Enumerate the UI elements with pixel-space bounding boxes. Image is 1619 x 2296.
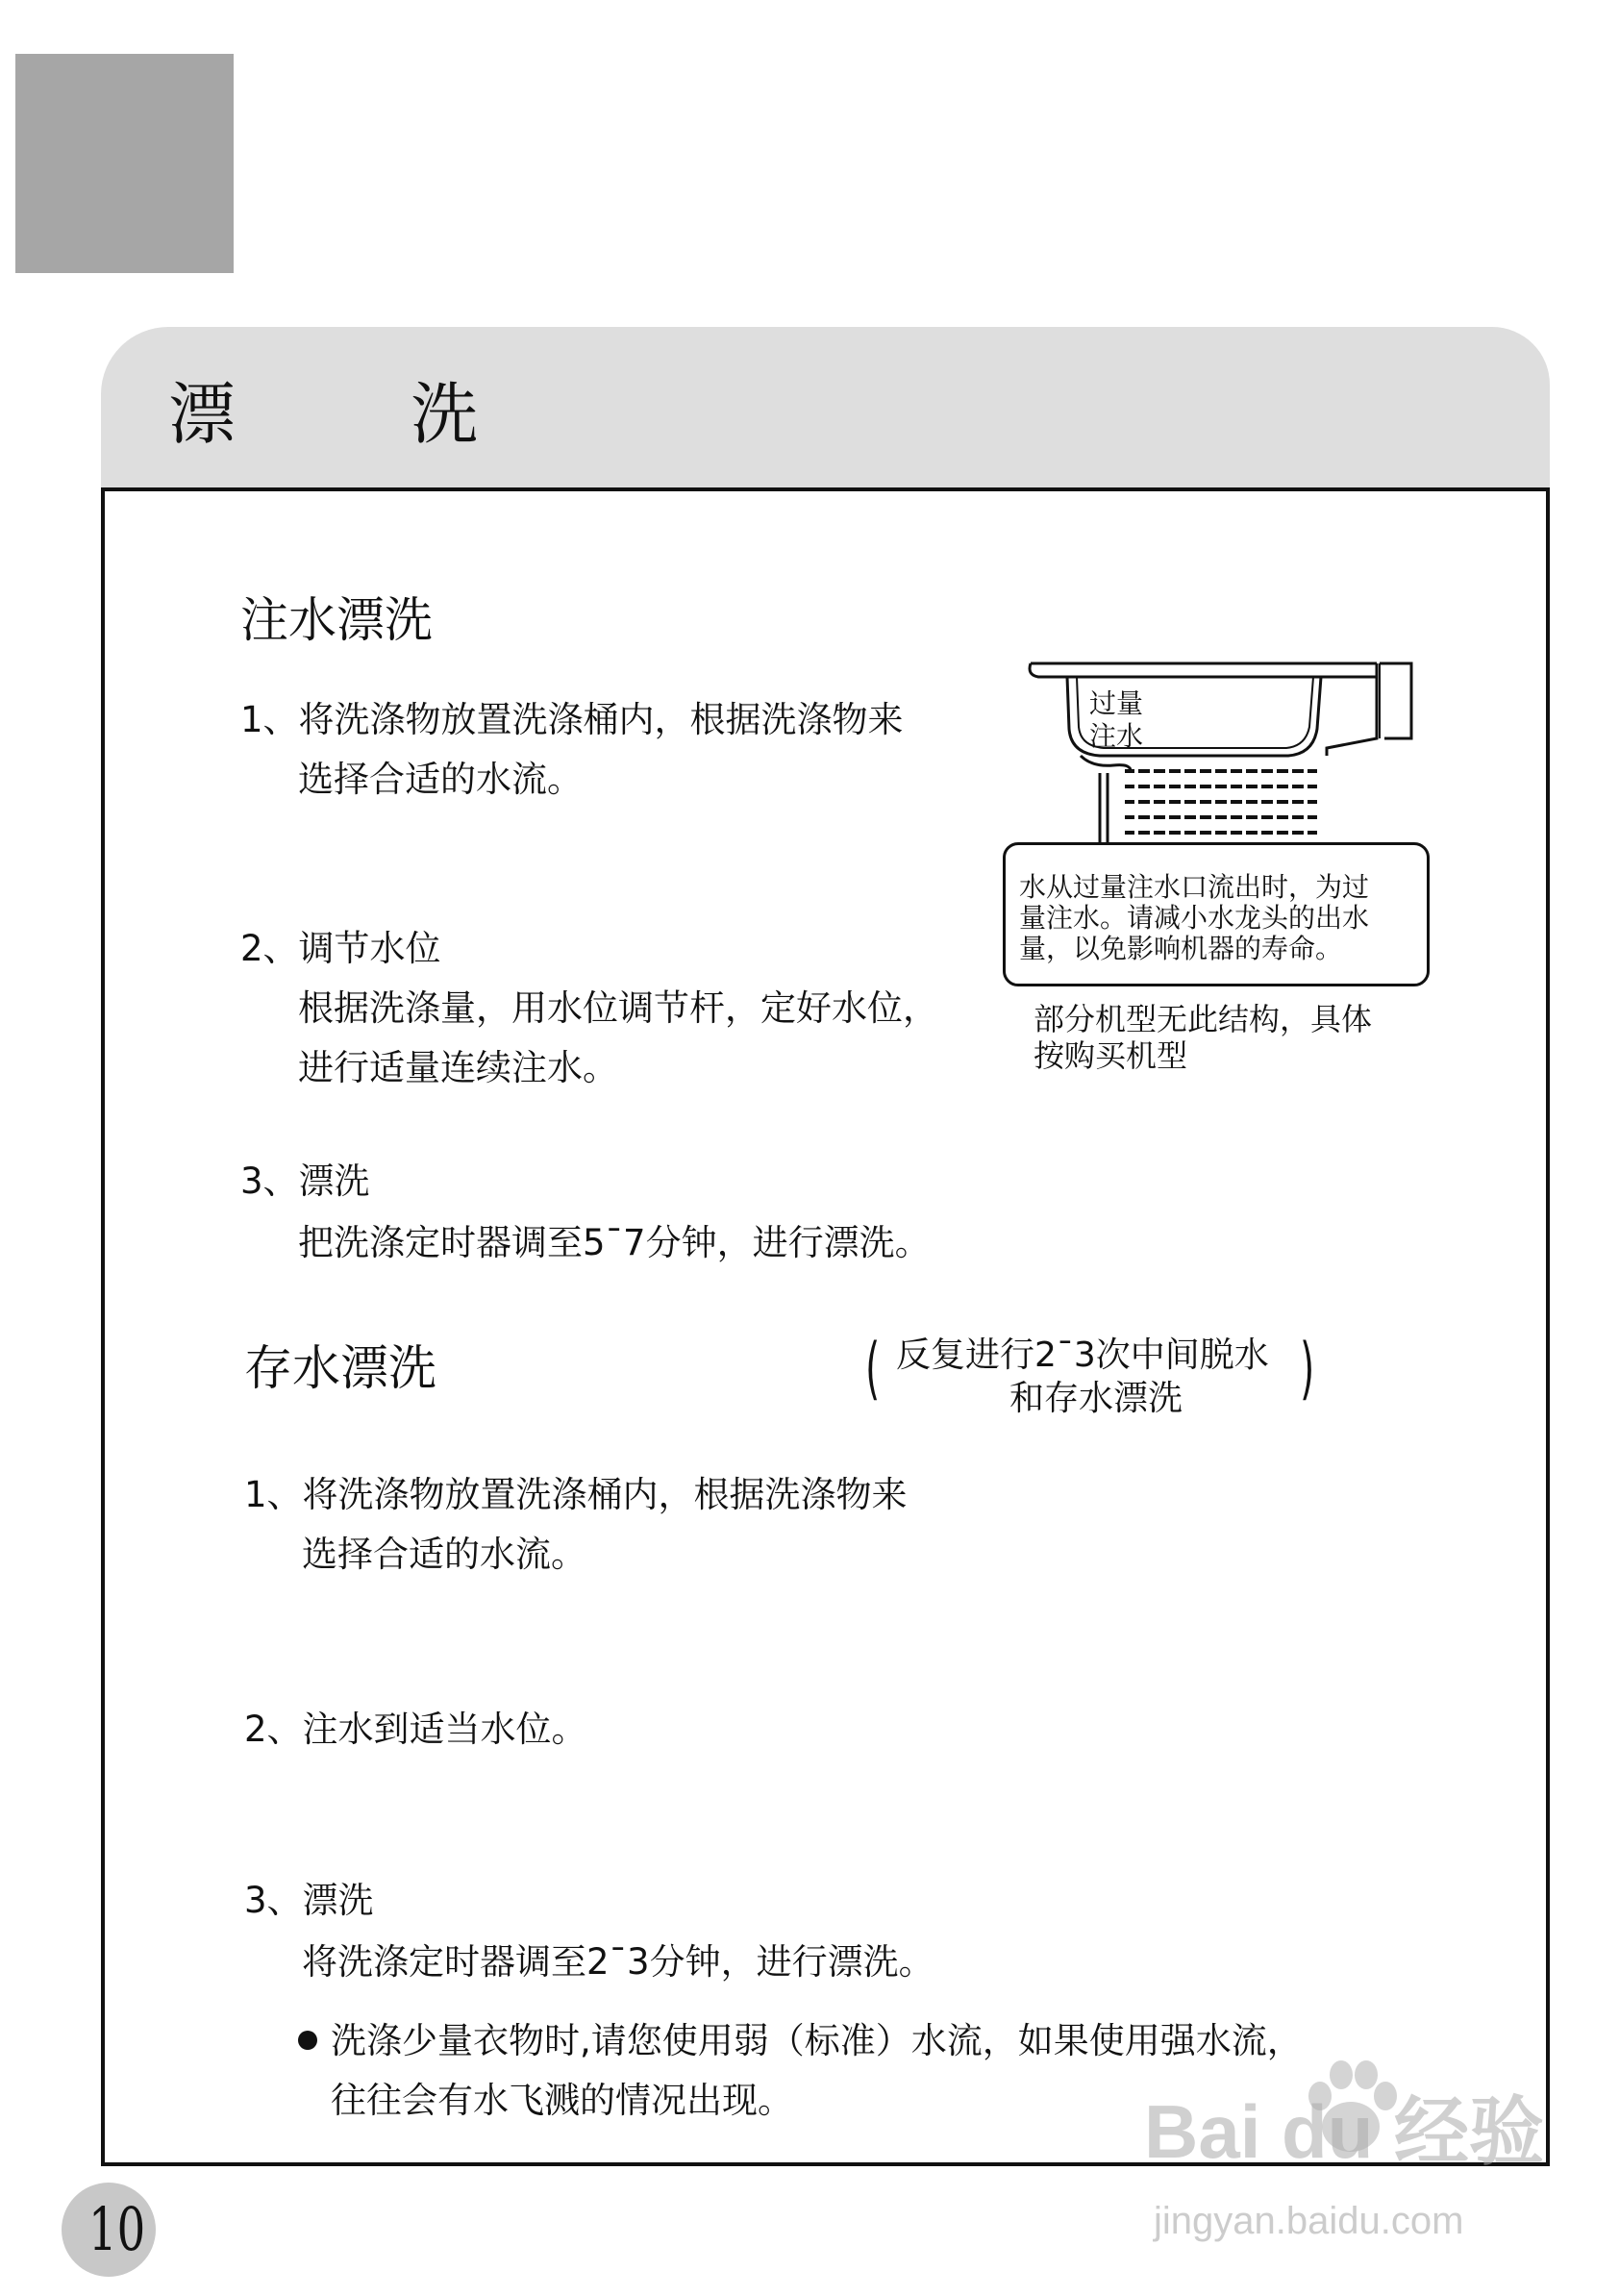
- s1-item2-line2: 根据洗涤量，用水位调节杆，定好水位，: [298, 987, 938, 1029]
- baidu-watermark-logo: Bai du 经验: [1144, 2089, 1545, 2174]
- s1-item3-line1: 3、漂洗: [240, 1160, 370, 1202]
- corner-gray-block: [15, 54, 234, 273]
- note-line3: 量，以免影响机器的寿命。: [1019, 933, 1343, 964]
- section-title-fill-rinse: 注水漂洗: [240, 592, 433, 648]
- s2-item2-line1: 2、注水到适当水位。: [244, 1709, 587, 1750]
- diagram-label-line1: 过量: [1089, 687, 1144, 719]
- s2-item3-line2: 将洗涤定时器调至2¯3分钟，进行漂洗。: [302, 1941, 934, 1983]
- s1-item2-line3: 进行适量连续注水。: [298, 1047, 618, 1088]
- bullet-dot: [298, 2031, 317, 2050]
- diagram-caption-line1: 部分机型无此结构，具体: [1034, 1001, 1373, 1037]
- s2-item1-line1: 1、将洗涤物放置洗涤桶内，根据洗涤物来: [244, 1474, 908, 1515]
- side-note-line2: 和存水漂洗: [1009, 1379, 1183, 1418]
- note-line1: 水从过量注水口流出时，为过: [1019, 871, 1370, 903]
- section-title-storage-rinse: 存水漂洗: [244, 1340, 436, 1396]
- page-number: 10: [88, 2194, 146, 2264]
- s2-bullet-line1: 洗涤少量衣物时,请您使用弱（标准）水流，如果使用强水流，: [331, 2020, 1303, 2061]
- diagram-label-line2: 注水: [1089, 720, 1144, 752]
- side-note-close-paren: ): [1300, 1329, 1315, 1408]
- baidu-watermark-url: jingyan.baidu.com: [1154, 2200, 1464, 2242]
- s1-item1-line1: 1、将洗涤物放置洗涤桶内，根据洗涤物来: [240, 699, 904, 740]
- note-line2: 量注水。请减小水龙头的出水: [1019, 902, 1370, 934]
- page-title: 漂 洗: [168, 375, 556, 454]
- side-note-line1: 反复进行2¯3次中间脱水: [896, 1335, 1269, 1375]
- s1-item2-line1: 2、调节水位: [240, 928, 441, 969]
- s2-bullet-line2: 往往会有水飞溅的情况出现。: [331, 2080, 793, 2121]
- overflow-note-box: [1003, 842, 1430, 986]
- s2-item3-line1: 3、漂洗: [244, 1880, 374, 1921]
- s1-item3-line2: 把洗涤定时器调至5¯7分钟，进行漂洗。: [298, 1222, 931, 1263]
- diagram-caption-line2: 按购买机型: [1034, 1037, 1188, 1074]
- s1-item1-line2: 选择合适的水流。: [298, 759, 583, 800]
- side-note-open-paren: (: [865, 1329, 881, 1408]
- s2-item1-line2: 选择合适的水流。: [302, 1534, 586, 1575]
